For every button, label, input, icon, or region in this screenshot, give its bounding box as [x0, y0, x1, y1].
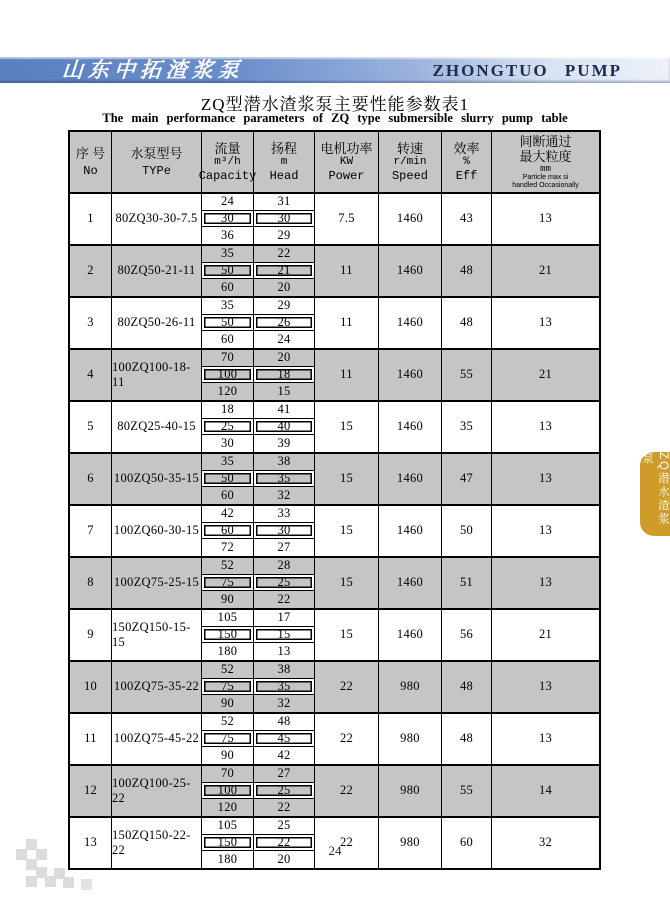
cell-efficiency: 60	[442, 818, 492, 868]
cell-speed: 1460	[379, 506, 442, 556]
cell-head: 26	[254, 315, 315, 332]
cell-head: 41	[254, 402, 315, 419]
cell-capacity: 72	[202, 539, 254, 556]
cell-capacity: 50	[202, 471, 254, 488]
table-row	[70, 400, 599, 452]
cell-head: 39	[254, 435, 315, 452]
cell-head: 25	[254, 818, 315, 835]
cell-power: 22	[315, 662, 379, 712]
cell-type: 100ZQ75-45-22	[112, 714, 202, 764]
header-power: 电机功率 KW Power	[315, 132, 379, 192]
cell-type: 100ZQ75-25-15	[112, 558, 202, 608]
cell-no: 8	[70, 558, 112, 608]
cell-head: 42	[254, 747, 315, 764]
cell-capacity: 100	[202, 783, 254, 800]
cell-particle: 21	[538, 627, 553, 642]
cell-head: 28	[254, 558, 315, 575]
cell-capacity: 120	[202, 799, 254, 816]
cell-head: 25	[254, 783, 315, 800]
cell-efficiency: 48	[442, 714, 492, 764]
cell-head: 18	[254, 367, 315, 384]
cell-head: 20	[254, 350, 315, 367]
cell-no: 5	[70, 402, 112, 452]
cell-power: 22	[315, 766, 379, 816]
cell-head: 20	[254, 279, 315, 296]
cell-head: 38	[254, 454, 315, 471]
cell-capacity: 120	[202, 383, 254, 400]
cell-type: 100ZQ60-30-15	[112, 506, 202, 556]
checker-square	[26, 876, 37, 887]
cell-speed: 980	[379, 714, 442, 764]
brand-logo-chinese: 山东中拓渣浆泵	[61, 57, 245, 82]
table-row	[70, 504, 599, 556]
cell-type: 80ZQ30-30-7.5	[112, 194, 202, 244]
checker-square	[54, 868, 65, 879]
cell-speed: 1460	[379, 246, 442, 296]
cell-power: 22	[315, 818, 379, 868]
page-title-english: The main performance parameters of ZQ type submersible slurry pump table	[102, 111, 568, 125]
cell-head: 21	[254, 263, 315, 280]
cell-efficiency: 50	[442, 506, 492, 556]
cell-type: 100ZQ100-18-11	[112, 350, 202, 400]
cell-no: 3	[70, 298, 112, 348]
cell-head: 29	[254, 227, 315, 244]
cell-no: 6	[70, 454, 112, 504]
cell-head: 32	[254, 695, 315, 712]
cell-capacity: 18	[202, 402, 254, 419]
pump-parameters-table	[68, 130, 601, 870]
cell-power: 11	[315, 246, 379, 296]
cell-particle: 13	[538, 471, 553, 486]
cell-power: 15	[315, 402, 379, 452]
cell-efficiency: 48	[442, 298, 492, 348]
cell-head: 35	[254, 679, 315, 696]
cell-capacity: 30	[202, 435, 254, 452]
cell-power: 15	[315, 454, 379, 504]
table-row	[70, 452, 599, 504]
cell-head: 17	[254, 610, 315, 627]
cell-efficiency: 35	[442, 402, 492, 452]
cell-particle: 13	[538, 679, 553, 694]
table-row	[70, 348, 599, 400]
cell-power: 15	[315, 610, 379, 660]
cell-type: 150ZQ150-15-15	[112, 610, 202, 660]
cell-power: 7.5	[315, 194, 379, 244]
cell-capacity: 52	[202, 558, 254, 575]
cell-efficiency: 43	[442, 194, 492, 244]
cell-head: 35	[254, 471, 315, 488]
page-title-chinese: ZQ型潜水渣浆泵主要性能参数表1	[200, 95, 470, 114]
cell-head: 22	[254, 246, 315, 263]
cell-speed: 1460	[379, 558, 442, 608]
cell-speed: 980	[379, 818, 442, 868]
cell-no: 4	[70, 350, 112, 400]
table-row	[70, 712, 599, 764]
cell-capacity: 52	[202, 714, 254, 731]
cell-type: 80ZQ50-21-11	[112, 246, 202, 296]
cell-no: 12	[70, 766, 112, 816]
cell-head: 24	[254, 331, 315, 348]
brand-logo-english: ZHONGTUO PUMP	[432, 61, 622, 80]
cell-capacity: 50	[202, 315, 254, 332]
cell-head: 15	[254, 627, 315, 644]
cell-capacity: 35	[202, 246, 254, 263]
cell-speed: 1460	[379, 402, 442, 452]
cell-capacity: 75	[202, 575, 254, 592]
cell-type: 100ZQ75-35-22	[112, 662, 202, 712]
cell-head: 30	[254, 523, 315, 540]
cell-no: 10	[70, 662, 112, 712]
cell-capacity: 75	[202, 731, 254, 748]
cell-capacity: 90	[202, 747, 254, 764]
cell-type: 100ZQ50-35-15	[112, 454, 202, 504]
cell-particle: 13	[538, 211, 553, 226]
cell-capacity: 36	[202, 227, 254, 244]
cell-speed: 1460	[379, 350, 442, 400]
cell-capacity: 105	[202, 610, 254, 627]
cell-capacity: 60	[202, 487, 254, 504]
cell-capacity: 35	[202, 454, 254, 471]
cell-power: 11	[315, 350, 379, 400]
cell-head: 20	[254, 851, 315, 868]
cell-head: 29	[254, 298, 315, 315]
cell-head: 48	[254, 714, 315, 731]
cell-capacity: 42	[202, 506, 254, 523]
cell-no: 11	[70, 714, 112, 764]
cell-efficiency: 55	[442, 766, 492, 816]
header-capacity: 流量 m³/h Capacity	[202, 132, 254, 192]
cell-particle: 13	[538, 731, 553, 746]
cell-no: 9	[70, 610, 112, 660]
cell-capacity: 52	[202, 662, 254, 679]
cell-efficiency: 56	[442, 610, 492, 660]
cell-power: 15	[315, 506, 379, 556]
cell-capacity: 90	[202, 695, 254, 712]
cell-type: 80ZQ25-40-15	[112, 402, 202, 452]
cell-power: 22	[315, 714, 379, 764]
header-type: 水泵型号 TYPe	[112, 132, 202, 192]
cell-capacity: 60	[202, 523, 254, 540]
cell-no: 1	[70, 194, 112, 244]
cell-speed: 980	[379, 662, 442, 712]
cell-capacity: 60	[202, 331, 254, 348]
brand-bar	[0, 57, 670, 83]
checker-square	[81, 879, 92, 890]
cell-speed: 1460	[379, 298, 442, 348]
header-head: 扬程 m Head	[254, 132, 315, 192]
checker-square	[45, 876, 56, 887]
cell-no: 7	[70, 506, 112, 556]
cell-efficiency: 48	[442, 662, 492, 712]
header-particle: 间断通过 最大粒度 mm Particle max si handled Occasionally	[512, 134, 579, 189]
cell-capacity: 150	[202, 835, 254, 852]
cell-capacity: 70	[202, 350, 254, 367]
cell-capacity: 60	[202, 279, 254, 296]
cell-head: 13	[254, 643, 315, 660]
cell-capacity: 25	[202, 419, 254, 436]
cell-efficiency: 47	[442, 454, 492, 504]
cell-particle: 13	[538, 523, 553, 538]
cell-speed: 1460	[379, 610, 442, 660]
cell-head: 31	[254, 194, 315, 211]
cell-capacity: 105	[202, 818, 254, 835]
checker-square	[36, 867, 47, 878]
cell-no: 13	[70, 818, 112, 868]
header-efficiency: 效率 % Eff	[442, 132, 492, 192]
table-row	[70, 764, 599, 816]
checker-square	[26, 859, 37, 870]
table-row	[70, 816, 599, 868]
cell-capacity: 70	[202, 766, 254, 783]
cell-capacity: 100	[202, 367, 254, 384]
cell-head: 27	[254, 539, 315, 556]
cell-capacity: 35	[202, 298, 254, 315]
page-number: 24	[328, 843, 342, 858]
chapter-side-tab: ZQ潜水渣浆泵	[640, 452, 670, 536]
cell-particle: 21	[538, 263, 553, 278]
cell-particle: 13	[538, 315, 553, 330]
cell-efficiency: 51	[442, 558, 492, 608]
table-row	[70, 608, 599, 660]
cell-power: 15	[315, 558, 379, 608]
cell-capacity: 180	[202, 851, 254, 868]
pump-table-body	[70, 192, 599, 868]
cell-head: 45	[254, 731, 315, 748]
cell-head: 27	[254, 766, 315, 783]
cell-capacity: 50	[202, 263, 254, 280]
cell-head: 22	[254, 799, 315, 816]
cell-power: 11	[315, 298, 379, 348]
cell-capacity: 90	[202, 591, 254, 608]
table-header-row	[70, 132, 599, 192]
cell-head: 22	[254, 591, 315, 608]
checker-square	[63, 877, 74, 888]
cell-efficiency: 48	[442, 246, 492, 296]
cell-type: 150ZQ150-22-22	[112, 818, 202, 868]
table-row	[70, 244, 599, 296]
cell-no: 2	[70, 246, 112, 296]
cell-particle: 13	[538, 575, 553, 590]
table-row	[70, 660, 599, 712]
cell-particle: 32	[538, 835, 553, 850]
cell-head: 40	[254, 419, 315, 436]
cell-particle: 14	[538, 783, 553, 798]
cell-head: 15	[254, 383, 315, 400]
cell-particle: 21	[538, 367, 553, 382]
cell-head: 25	[254, 575, 315, 592]
cell-particle: 13	[538, 419, 553, 434]
cell-speed: 1460	[379, 194, 442, 244]
header-no: 序 号 No	[70, 132, 112, 192]
cell-head: 30	[254, 211, 315, 228]
table-row	[70, 192, 599, 244]
cell-capacity: 24	[202, 194, 254, 211]
table-row	[70, 296, 599, 348]
cell-type: 100ZQ100-25-22	[112, 766, 202, 816]
cell-capacity: 150	[202, 627, 254, 644]
cell-capacity: 180	[202, 643, 254, 660]
cell-head: 22	[254, 835, 315, 852]
cell-speed: 980	[379, 766, 442, 816]
cell-type: 80ZQ50-26-11	[112, 298, 202, 348]
cell-efficiency: 55	[442, 350, 492, 400]
cell-head: 32	[254, 487, 315, 504]
cell-capacity: 75	[202, 679, 254, 696]
header-speed: 转速 r/min Speed	[379, 132, 442, 192]
table-row	[70, 556, 599, 608]
cell-head: 38	[254, 662, 315, 679]
cell-speed: 1460	[379, 454, 442, 504]
cell-capacity: 30	[202, 211, 254, 228]
cell-head: 33	[254, 506, 315, 523]
